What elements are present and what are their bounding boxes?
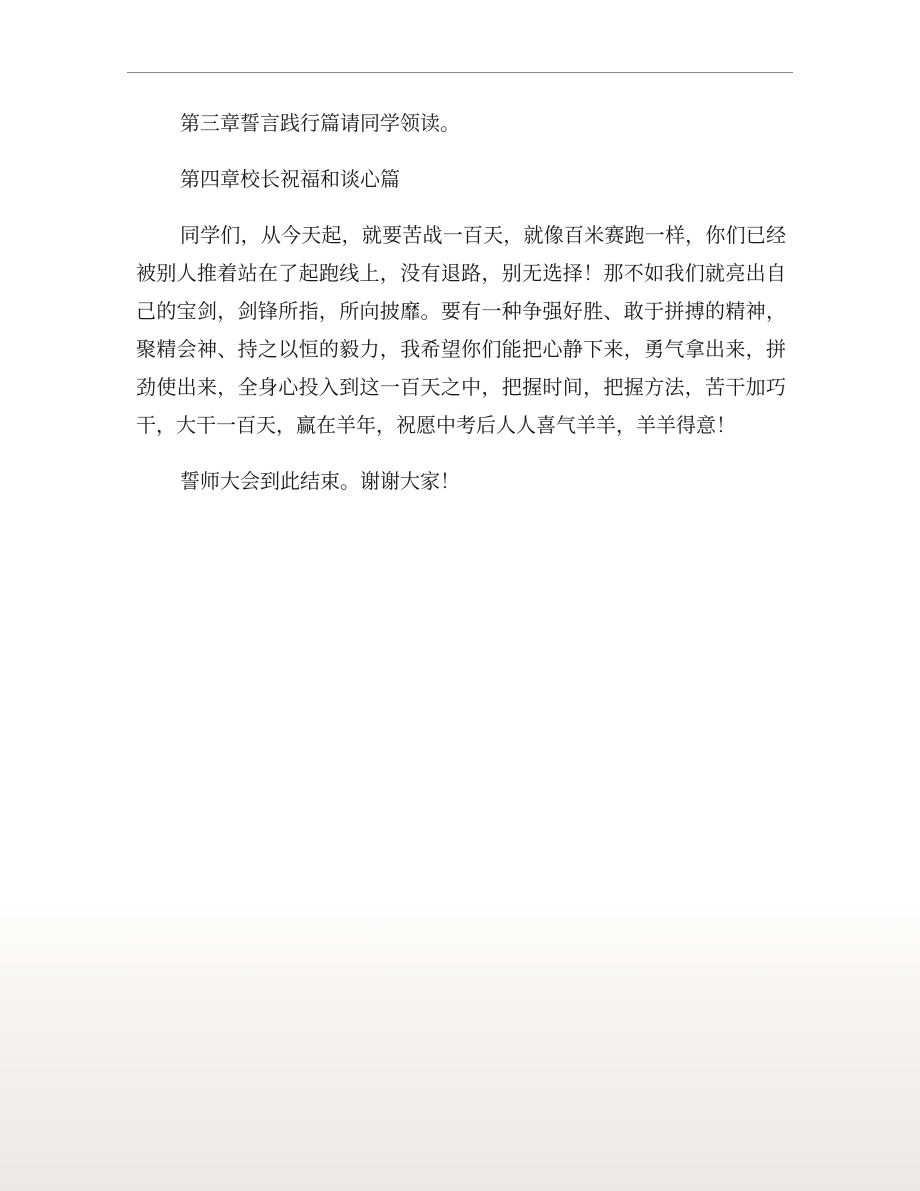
paragraph-principal-speech: 同学们，从今天起，就要苦战一百天，就像百米赛跑一样，你们已经被别人推着站在了起跑线上，没有退路，别无选择！那不如我们就亮出自己的宝剑，剑锋所指，所向披靡。要有一种争强好胜、敢于拼搏的精神，聚精会神、持之以恒的毅力，我希望你们能把心静下来，勇气拿出来，拼劲使出来，全身心投入到这一百天之中，把握时间，把握方法，苦干加巧干，大干一百天，赢在羊年，祝愿中考后人人喜气羊羊，羊羊得意！	[136, 223, 786, 437]
paragraph-closing: 誓师大会到此结束。谢谢大家！	[180, 469, 460, 493]
paragraph-chapter-four: 第四章校长祝福和谈心篇	[180, 167, 400, 191]
header-divider	[127, 72, 793, 73]
paragraph-chapter-three: 第三章誓言践行篇请同学领读。	[180, 111, 460, 135]
document-body	[136, 104, 786, 500]
